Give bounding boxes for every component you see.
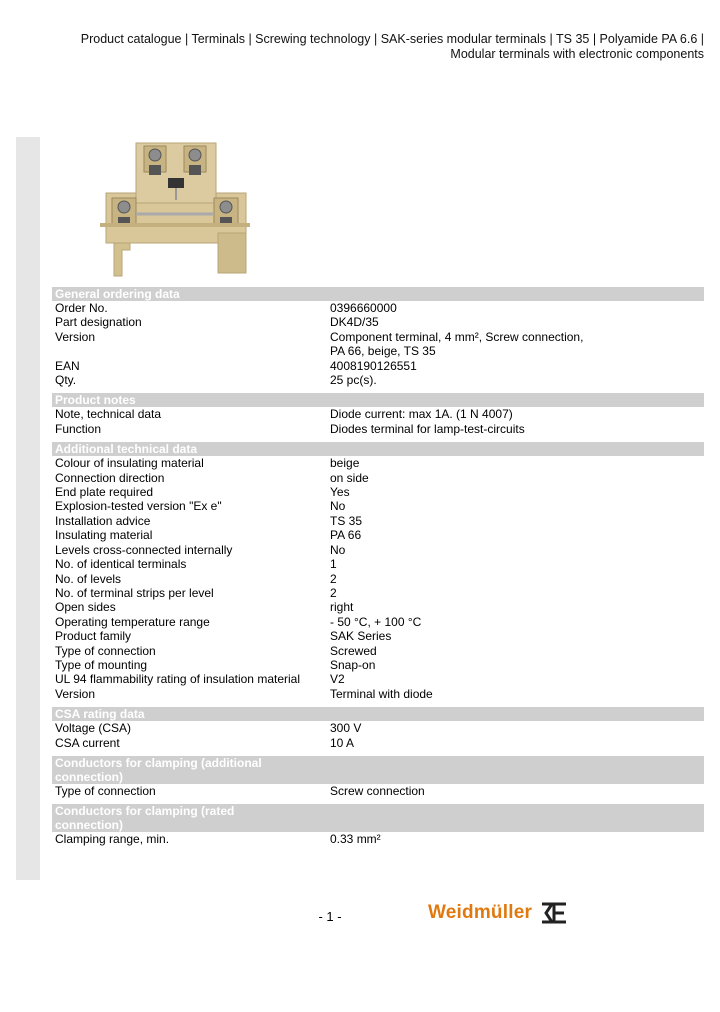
table-row (52, 687, 704, 701)
row-label: Voltage (CSA) (55, 721, 132, 736)
table-row (52, 600, 704, 614)
table-row (52, 644, 704, 658)
section-additional-technical (52, 442, 704, 701)
table-row (52, 373, 704, 387)
table-row (52, 721, 704, 735)
row-label: Qty. (55, 373, 77, 388)
row-value: 0396660000 (330, 301, 397, 315)
table-row (52, 359, 704, 373)
row-label: Type of connection (55, 783, 156, 798)
row-label: No. of identical terminals (55, 557, 187, 572)
row-label: End plate required (55, 485, 154, 500)
row-label: Operating temperature range (55, 614, 210, 629)
section-header: Additional technical data (52, 442, 704, 456)
row-label: CSA current (55, 735, 120, 750)
section-conductors-additional (52, 756, 704, 798)
table-row (52, 485, 704, 499)
row-label: Type of connection (55, 643, 156, 658)
table-row (52, 615, 704, 629)
row-value: Screwed (330, 643, 377, 658)
table-row (52, 528, 704, 542)
row-label: Part designation (55, 315, 142, 330)
table-row (52, 572, 704, 586)
row-value: No (330, 499, 346, 514)
row-value: 2 (330, 585, 337, 600)
section-header: Conductors for clamping (rated connection) (52, 804, 704, 832)
section-header: Conductors for clamping (additional connection) (52, 756, 704, 784)
section-conductors-rated (52, 804, 704, 846)
row-label: UL 94 flammability rating of insulation material (55, 672, 300, 687)
table-row (52, 736, 704, 750)
table-row (52, 301, 704, 315)
breadcrumb-line-1: Product catalogue | Terminals | Screwing technology | SAK-series modular terminals | TS 35 | Polyamide PA 6.6 | (80, 32, 704, 46)
row-label: Version (55, 329, 96, 344)
table-row (52, 456, 704, 470)
row-label: Installation advice (55, 513, 151, 528)
table-row (52, 315, 704, 329)
row-value: 10 A (330, 735, 355, 750)
table-row (52, 672, 704, 686)
breadcrumb-line-2: Modular terminals with electronic components (450, 47, 704, 61)
row-value: 4008190126551 (330, 358, 417, 373)
section-general-ordering (52, 287, 704, 387)
terminal-block-icon (100, 138, 250, 283)
row-label: No. of levels (55, 571, 122, 586)
section-header: General ordering data (52, 287, 704, 301)
row-label: Open sides (55, 600, 116, 615)
table-row (52, 330, 704, 359)
row-label: Version (55, 686, 96, 701)
row-value: Yes (330, 485, 350, 500)
table-row (52, 499, 704, 513)
row-label: Clamping range, min. (55, 832, 170, 847)
row-label: EAN (55, 358, 80, 373)
row-value: Terminal with diode (330, 686, 433, 701)
table-row (52, 784, 704, 798)
row-value: - 50 °C, + 100 °C (330, 614, 422, 629)
row-label: Order No. (55, 301, 108, 315)
spec-table (52, 287, 704, 853)
table-row (52, 658, 704, 672)
row-value: PA 66 (330, 528, 362, 543)
row-label: Explosion-tested version "Ex e" (55, 499, 222, 514)
row-value: 1 (330, 557, 337, 572)
row-label: Levels cross-connected internally (55, 542, 233, 557)
table-row (52, 471, 704, 485)
table-row (52, 832, 704, 846)
row-label: Function (55, 421, 102, 436)
row-label: Product family (55, 629, 132, 644)
row-value: Diode current: max 1A. (1 N 4007) (330, 407, 513, 422)
table-row (52, 407, 704, 421)
row-value: DK4D/35 (330, 315, 379, 330)
section-csa-rating (52, 707, 704, 750)
table-row (52, 557, 704, 571)
section-header: Product notes (52, 393, 704, 407)
row-value: right (330, 600, 354, 615)
row-value: 2 (330, 571, 337, 586)
table-row (52, 514, 704, 528)
row-value: beige (330, 456, 360, 471)
row-value: Diodes terminal for lamp-test-circuits (330, 421, 525, 436)
row-value: Component terminal, 4 mm², Screw connection, PA 66, beige, TS 35 (330, 329, 584, 359)
section-product-notes (52, 393, 704, 436)
row-label: Connection direction (55, 470, 165, 485)
row-value: Snap-on (330, 657, 376, 672)
row-value: on side (330, 470, 369, 485)
sidebar-strip (16, 137, 40, 880)
weidmuller-logo-icon (540, 901, 568, 925)
row-value: No (330, 542, 346, 557)
product-image (100, 138, 250, 283)
page-number: - 1 - (318, 909, 342, 924)
row-label: Colour of insulating material (55, 456, 204, 471)
row-label: Insulating material (55, 528, 153, 543)
table-row (52, 543, 704, 557)
brand-logo (428, 897, 568, 929)
table-row (52, 422, 704, 436)
row-label: No. of terminal strips per level (55, 585, 214, 600)
row-value: 25 pc(s). (330, 373, 377, 388)
row-value: Screw connection (330, 783, 425, 798)
row-label: Note, technical data (55, 407, 162, 422)
row-value: 0.33 mm² (330, 832, 381, 847)
table-row (52, 586, 704, 600)
table-row (52, 629, 704, 643)
row-value: V2 (330, 672, 345, 687)
row-value: SAK Series (330, 629, 392, 644)
breadcrumb (64, 32, 704, 62)
section-header: CSA rating data (52, 707, 704, 721)
brand-name: Weidmüller (428, 902, 533, 923)
row-value: 300 V (330, 721, 362, 736)
row-label: Type of mounting (55, 657, 148, 672)
row-value: TS 35 (330, 513, 363, 528)
